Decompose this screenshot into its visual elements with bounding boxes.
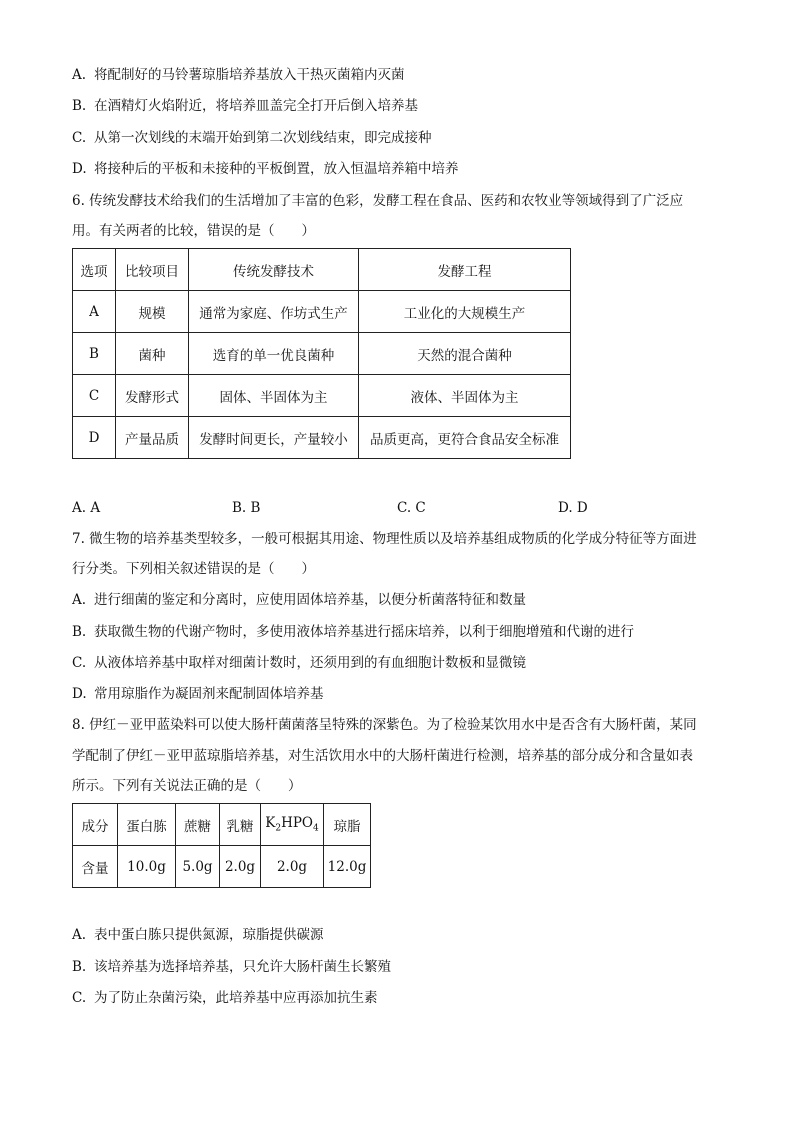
option-label: A. bbox=[72, 592, 87, 608]
option-label: B. bbox=[72, 624, 87, 640]
table-row bbox=[73, 417, 571, 459]
q5-option-d bbox=[72, 159, 459, 179]
table-header-cell: 传统发酵技术 bbox=[189, 249, 359, 291]
q6-option-a: A. A bbox=[72, 500, 101, 516]
option-text: 将接种后的平板和未接种的平板倒置，放入恒温培养箱中培养 bbox=[94, 161, 459, 177]
q8-stem-line3: 所示。下列有关说法正确的是（ ） bbox=[72, 778, 302, 794]
table-cell: 含量 bbox=[73, 846, 118, 888]
table-cell: 5.0g bbox=[176, 846, 220, 888]
table-cell: 规模 bbox=[116, 291, 189, 333]
q6-options bbox=[72, 498, 672, 518]
q7-stem-line1: 7. 微生物的培养基类型较多，一般可根据其用途、物理性质以及培养基组成物质的化学成分特征等方面进 bbox=[72, 531, 697, 547]
q6-comparison-table bbox=[72, 248, 571, 459]
option-text: 将配制好的马铃薯琼脂培养基放入干热灭菌箱内灭菌 bbox=[94, 67, 405, 83]
q6-option-d: D. D bbox=[558, 500, 588, 516]
option-text: 进行细菌的鉴定和分离时，应使用固体培养基，以便分析菌落特征和数量 bbox=[94, 592, 526, 608]
formula-subscript: 2 bbox=[275, 823, 282, 834]
table-header-cell: 发酵工程 bbox=[359, 249, 571, 291]
option-text: 常用琼脂作为凝固剂来配制固体培养基 bbox=[94, 686, 324, 702]
q7-option-c bbox=[72, 653, 526, 673]
option-label: D. bbox=[72, 686, 87, 702]
table-row bbox=[73, 375, 571, 417]
table-cell: C bbox=[73, 375, 116, 417]
table-row bbox=[73, 846, 371, 888]
q8-option-a bbox=[72, 925, 324, 945]
q8-option-b bbox=[72, 957, 391, 977]
q6-option-b: B. B bbox=[232, 500, 261, 516]
table-header-cell: 比较项目 bbox=[116, 249, 189, 291]
table-cell: D bbox=[73, 417, 116, 459]
option-text: 表中蛋白胨只提供氮源，琼脂提供碳源 bbox=[94, 927, 324, 943]
formula-subscript: 4 bbox=[313, 823, 319, 834]
q8-stem-line2: 学配制了伊红－亚甲蓝琼脂培养基，对生活饮用水中的大肠杆菌进行检测，培养基的部分成分和含量如表 bbox=[72, 748, 693, 764]
option-text: 在酒精灯火焰附近，将培养皿盖完全打开后倒入培养基 bbox=[94, 98, 418, 114]
q5-option-c bbox=[72, 128, 432, 148]
table-header-row bbox=[73, 249, 571, 291]
option-label: C. bbox=[72, 990, 87, 1006]
option-text: 从第一次划线的末端开始到第二次划线结束，即完成接种 bbox=[94, 130, 432, 146]
q6-stem-line2: 用。有关两者的比较，错误的是（ ） bbox=[72, 223, 315, 239]
option-label: C. bbox=[72, 655, 87, 671]
table-cell: 菌种 bbox=[116, 333, 189, 375]
table-row bbox=[73, 804, 371, 846]
table-cell: 10.0g bbox=[118, 846, 176, 888]
q8-option-c bbox=[72, 988, 378, 1008]
q7-option-b bbox=[72, 622, 634, 642]
table-header-cell: 选项 bbox=[73, 249, 116, 291]
option-label: B. bbox=[72, 98, 87, 114]
table-cell: 品质更高，更符合食品安全标准 bbox=[359, 417, 571, 459]
q7-option-d bbox=[72, 684, 324, 704]
table-header-cell: 乳糖 bbox=[220, 804, 261, 846]
table-cell: 选育的单一优良菌种 bbox=[189, 333, 359, 375]
table-header-cell bbox=[261, 804, 324, 846]
table-row bbox=[73, 333, 571, 375]
table-row bbox=[73, 291, 571, 333]
formula-part: K bbox=[265, 815, 276, 832]
table-header-cell: 琼脂 bbox=[324, 804, 371, 846]
table-cell: 发酵时间更长，产量较小 bbox=[189, 417, 359, 459]
option-label: B. bbox=[72, 959, 87, 975]
option-label: C. bbox=[72, 130, 87, 146]
table-header-cell: 成分 bbox=[73, 804, 118, 846]
table-cell: 产量品质 bbox=[116, 417, 189, 459]
table-cell: 工业化的大规模生产 bbox=[359, 291, 571, 333]
table-cell: 12.0g bbox=[324, 846, 371, 888]
table-cell: 固体、半固体为主 bbox=[189, 375, 359, 417]
q8-composition-table bbox=[72, 803, 371, 888]
table-cell: 发酵形式 bbox=[116, 375, 189, 417]
q5-option-b bbox=[72, 96, 418, 116]
table-header-cell: 蛋白胨 bbox=[118, 804, 176, 846]
q8-stem-line1: 8. 伊红－亚甲蓝染料可以使大肠杆菌菌落呈特殊的深紫色。为了检验某饮用水中是否含有大肠杆菌，某同 bbox=[72, 717, 697, 733]
table-cell: 天然的混合菌种 bbox=[359, 333, 571, 375]
table-cell: 2.0g bbox=[261, 846, 324, 888]
q7-stem-line2: 行分类。下列相关叙述错误的是（ ） bbox=[72, 561, 315, 577]
q5-option-a bbox=[72, 65, 405, 85]
table-header-cell: 蔗糖 bbox=[176, 804, 220, 846]
option-text: 从液体培养基中取样对细菌计数时，还须用到的有血细胞计数板和显微镜 bbox=[94, 655, 526, 671]
option-text: 为了防止杂菌污染，此培养基中应再添加抗生素 bbox=[94, 990, 378, 1006]
table-cell: 2.0g bbox=[220, 846, 261, 888]
q6-option-c: C. C bbox=[397, 500, 426, 516]
q7-option-a bbox=[72, 590, 526, 610]
table-cell: B bbox=[73, 333, 116, 375]
option-label: A. bbox=[72, 927, 87, 943]
table-cell: A bbox=[73, 291, 116, 333]
q6-stem-line1: 6. 传统发酵技术给我们的生活增加了丰富的色彩，发酵工程在食品、医药和农牧业等领域得到了广泛应 bbox=[72, 193, 684, 209]
formula-part: HPO bbox=[281, 815, 314, 832]
option-label: D. bbox=[72, 161, 87, 177]
option-text: 获取微生物的代谢产物时，多使用液体培养基进行摇床培养，以利于细胞增殖和代谢的进行 bbox=[94, 624, 634, 640]
option-text: 该培养基为选择培养基，只允许大肠杆菌生长繁殖 bbox=[94, 959, 391, 975]
table-cell: 液体、半固体为主 bbox=[359, 375, 571, 417]
table-cell: 通常为家庭、作坊式生产 bbox=[189, 291, 359, 333]
option-label: A. bbox=[72, 67, 87, 83]
